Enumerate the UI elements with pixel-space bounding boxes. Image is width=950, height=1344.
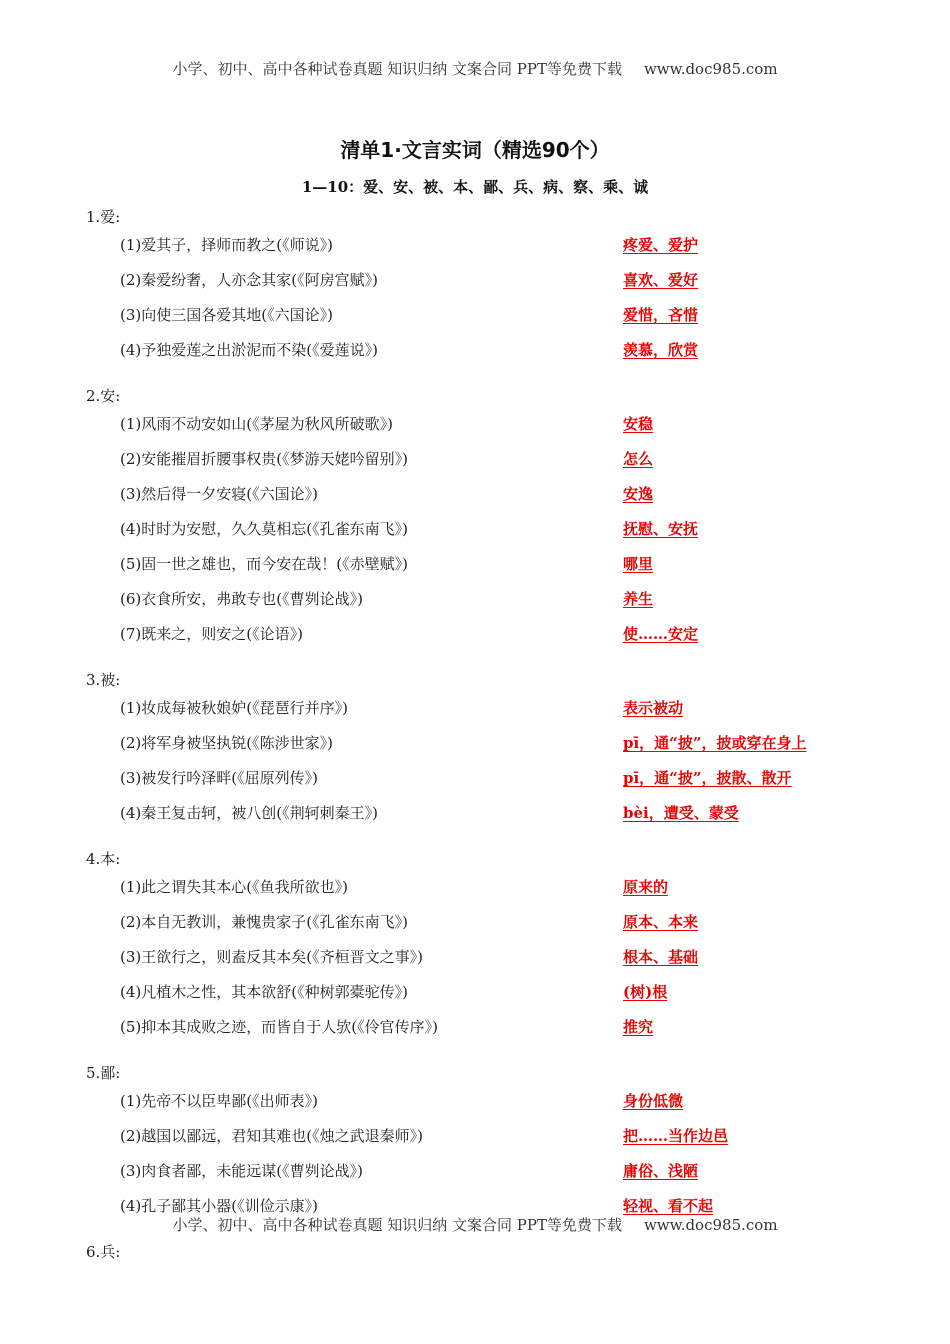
entry-sentence: (3)被发行吟泽畔(《屈原列传》) bbox=[120, 769, 318, 787]
entry bbox=[86, 977, 886, 1012]
entry-meaning: 喜欢、爱好 bbox=[623, 271, 699, 289]
entry bbox=[86, 584, 886, 619]
section-bi bbox=[86, 1061, 886, 1226]
section-ai bbox=[86, 205, 886, 370]
section-heading: 2.安: bbox=[86, 387, 121, 405]
entry-sentence: (5)抑本其成败之迹，而皆自于人欤(《伶官传序》) bbox=[120, 1018, 438, 1036]
entry-sentence: (4)时时为安慰，久久莫相忘(《孔雀东南飞》) bbox=[120, 520, 408, 538]
entry-meaning: 根本、基础 bbox=[623, 948, 699, 966]
entry-sentence: (1)此之谓失其本心(《鱼我所欲也》) bbox=[120, 878, 348, 896]
entry-meaning: 羡慕，欣赏 bbox=[623, 341, 699, 359]
page-title: 清单1·文言实词（精选90个） bbox=[340, 138, 610, 162]
entry bbox=[86, 1012, 886, 1047]
entry-meaning: 安逸 bbox=[623, 485, 654, 503]
footer-text: 小学、初中、高中各种试卷真题 知识归纳 文案合同 PPT等免费下载 bbox=[172, 1216, 622, 1234]
entry-sentence: (1)妆成每被秋娘妒(《琵琶行并序》) bbox=[120, 699, 348, 717]
entry-sentence: (1)爱其子，择师而教之(《师说》) bbox=[120, 236, 333, 254]
entry-sentence: (3)然后得一夕安寝(《六国论》) bbox=[120, 485, 318, 503]
entry bbox=[86, 763, 886, 798]
entry-meaning: 把……当作边邑 bbox=[623, 1127, 729, 1145]
entry-sentence: (2)秦爱纷奢，人亦念其家(《阿房宫赋》) bbox=[120, 271, 378, 289]
entry-sentence: (4)秦王复击轲，被八创(《荆轲刺秦王》) bbox=[120, 804, 378, 822]
entry-sentence: (1)先帝不以臣卑鄙(《出师表》) bbox=[120, 1092, 318, 1110]
section-heading: 3.被: bbox=[86, 671, 121, 689]
entry-meaning: 疼爱、爱护 bbox=[623, 236, 699, 254]
page-header bbox=[0, 58, 950, 79]
entry-sentence: (2)本自无教训，兼愧贵家子(《孔雀东南飞》) bbox=[120, 913, 408, 931]
entry bbox=[86, 335, 886, 370]
section-ben bbox=[86, 847, 886, 1047]
section-heading: 6.兵: bbox=[86, 1243, 121, 1261]
entry-meaning: 推究 bbox=[623, 1018, 654, 1036]
entry-sentence: (4)予独爱莲之出淤泥而不染(《爱莲说》) bbox=[120, 341, 378, 359]
entry-meaning: 哪里 bbox=[623, 555, 654, 573]
entry-sentence: (5)固一世之雄也，而今安在哉！(《赤壁赋》) bbox=[120, 555, 408, 573]
word-list bbox=[86, 205, 886, 1265]
entry bbox=[86, 514, 886, 549]
entry bbox=[86, 265, 886, 300]
section-heading: 5.鄙: bbox=[86, 1064, 121, 1082]
page-subtitle: 1—10：爱、安、被、本、鄙、兵、病、察、乘、诚 bbox=[301, 178, 649, 196]
entry bbox=[86, 444, 886, 479]
footer-site: www.doc985.com bbox=[643, 1216, 778, 1234]
entry-meaning: 怎么 bbox=[623, 450, 654, 468]
entry bbox=[86, 942, 886, 977]
entry-sentence: (2)将军身被坚执锐(《陈涉世家》) bbox=[120, 734, 333, 752]
entry bbox=[86, 1121, 886, 1156]
entry-sentence: (3)肉食者鄙，未能远谋(《曹刿论战》) bbox=[120, 1162, 363, 1180]
header-text: 小学、初中、高中各种试卷真题 知识归纳 文案合同 PPT等免费下载 bbox=[172, 60, 622, 78]
entry bbox=[86, 230, 886, 265]
entry-meaning: pī，通“披”，披散、散开 bbox=[623, 769, 792, 787]
entry-meaning: 抚慰、安抚 bbox=[623, 520, 699, 538]
entry-meaning: 身份低微 bbox=[623, 1092, 684, 1110]
entry bbox=[86, 1156, 886, 1191]
entry bbox=[86, 728, 886, 763]
entry-meaning: 表示被动 bbox=[623, 699, 684, 717]
entry-sentence: (3)向使三国各爱其地(《六国论》) bbox=[120, 306, 333, 324]
entry-meaning: (树)根 bbox=[623, 983, 668, 1001]
entry-meaning: 安稳 bbox=[623, 415, 654, 433]
entry bbox=[86, 798, 886, 833]
entry bbox=[86, 549, 886, 584]
entry-meaning: 养生 bbox=[623, 590, 654, 608]
entry bbox=[86, 907, 886, 942]
entry-sentence: (6)衣食所安，弗敢专也(《曹刿论战》) bbox=[120, 590, 363, 608]
entry-meaning: 原本、本来 bbox=[623, 913, 699, 931]
entry bbox=[86, 872, 886, 907]
page-footer bbox=[0, 1214, 950, 1235]
entry-meaning: bèi，遭受、蒙受 bbox=[623, 804, 739, 822]
entry-sentence: (2)安能摧眉折腰事权贵(《梦游天姥吟留别》) bbox=[120, 450, 408, 468]
section-bing bbox=[86, 1240, 886, 1265]
entry-meaning: 原来的 bbox=[623, 878, 669, 896]
entry bbox=[86, 479, 886, 514]
entry-sentence: (4)孔子鄙其小器(《训俭示康》) bbox=[120, 1197, 318, 1215]
entry-meaning: 爱惜，吝惜 bbox=[623, 306, 699, 324]
entry-sentence: (4)凡植木之性，其本欲舒(《种树郭橐驼传》) bbox=[120, 983, 408, 1001]
entry-sentence: (3)王欲行之，则盍反其本矣(《齐桓晋文之事》) bbox=[120, 948, 423, 966]
entry bbox=[86, 693, 886, 728]
header-site: www.doc985.com bbox=[643, 60, 778, 78]
entry-meaning: 轻视、看不起 bbox=[623, 1197, 714, 1215]
section-heading: 1.爱: bbox=[86, 208, 121, 226]
entry bbox=[86, 409, 886, 444]
entry bbox=[86, 300, 886, 335]
section-an bbox=[86, 384, 886, 654]
entry-meaning: 使……安定 bbox=[623, 625, 699, 643]
section-bei bbox=[86, 668, 886, 833]
entry bbox=[86, 1086, 886, 1121]
entry-sentence: (2)越国以鄙远，君知其难也(《烛之武退秦师》) bbox=[120, 1127, 423, 1145]
entry-meaning: 庸俗、浅陋 bbox=[623, 1162, 699, 1180]
entry-meaning: pī，通“披”，披或穿在身上 bbox=[623, 734, 807, 752]
section-heading: 4.本: bbox=[86, 850, 121, 868]
entry-sentence: (1)风雨不动安如山(《茅屋为秋风所破歌》) bbox=[120, 415, 393, 433]
entry-sentence: (7)既来之，则安之(《论语》) bbox=[120, 625, 303, 643]
entry bbox=[86, 619, 886, 654]
